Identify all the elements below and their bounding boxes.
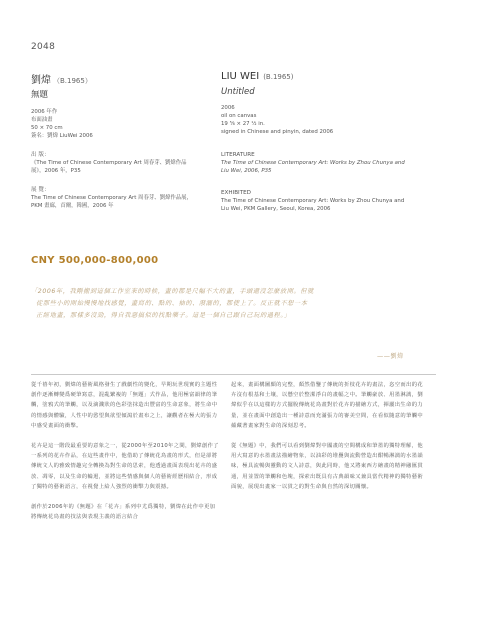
literature-line-cn: 展》，2006 年，P35 bbox=[31, 168, 81, 174]
artist-name-cn: 劉煒 bbox=[31, 75, 51, 86]
lot-number: 2048 bbox=[31, 42, 56, 52]
literature-line-en: Liu Wei, 2006, P35 bbox=[221, 168, 272, 174]
details-en bbox=[221, 104, 436, 136]
quote-line: 從那些小的開始慢慢地找感覺，畫寫的、點的、抽的、潑灑的，都使上了。反正就不想一本 bbox=[36, 300, 308, 308]
artist-name-en: LIU WEI bbox=[221, 71, 260, 82]
artwork-title-cn: 無題 bbox=[31, 90, 49, 100]
essay-paragraph: 花卉是這一階段最重要的意象之一，從2000年至2010年之間，劉煒創作了一系列的花卉作品，在這些畫作中，他借助了傳統花鳥畫的形式，但是卻將傳統文人的雅致情趣完全轉換為對生命的思索，他透過畫面表現出花卉的盛放、凋零，以及生命的輪迴，並將這些情感與個人的藝術經歷相結合，形成了獨特的藝術語言，在視覺上給人強烈的衝擊力與震撼。 bbox=[31, 443, 219, 490]
exhibited-line-cn: PKM 畫廊，首爾，韓國，2006 年 bbox=[31, 203, 114, 209]
detail-dimensions-en: 19 ⁵⁄₈ × 27 ¹⁄₂ in. bbox=[221, 121, 265, 127]
detail-date-cn: 2006 年作 bbox=[31, 109, 58, 115]
literature-line-cn: 《The Time of Chinese Contemporary Art 周春芽、劉煒作品 bbox=[31, 160, 187, 166]
detail-date-en: 2006 bbox=[221, 105, 235, 111]
essay-paragraph: 從《無題》中，我們可以看到劉煒對中國畫的空間構成和筆墨的獨特理解，他用大寫意的水墨畫法描繪物象，以油彩的堆疊與流動營造出酣暢淋漓的水墨韻味，極具流暢與靈動的文人詩意，與此同時，他又將東西方繪畫的精神融匯貫通，用並置的筆觸和色塊，探索出既具有古典韻味又兼具當代精神的獨特藝術面貌，展現出畫家一以貫之的對生命與自然的深切關懷。 bbox=[231, 443, 423, 490]
literature-cn bbox=[31, 151, 211, 175]
exhibited-line-en: Liu Wei, PKM Gallery, Seoul, Korea, 2006 bbox=[221, 206, 331, 212]
exhibited-line-cn: The Time of Chinese Contemporary Art 周春芽、劉煒作品展， bbox=[31, 195, 192, 201]
essay-column-left bbox=[31, 380, 219, 532]
quote-line: 「2006年，我剛搬到這個工作室來的時候，畫的都是尺幅不大的畫，手頭還沒怎麼放開。但就 bbox=[31, 288, 314, 295]
estimate: CNY 500,000-800,000 bbox=[31, 255, 159, 266]
literature-heading-cn: 出 版： bbox=[31, 152, 50, 158]
detail-signature-en: signed in Chinese and pinyin, dated 2006 bbox=[221, 129, 334, 135]
detail-dimensions-cn: 50 × 70 cm bbox=[31, 125, 63, 131]
artist-dates-en: (B.1965) bbox=[263, 73, 294, 81]
literature-heading-en: LITERATURE bbox=[221, 152, 255, 158]
exhibited-heading-en: EXHIBITED bbox=[221, 190, 251, 196]
exhibited-heading-cn: 展 覽： bbox=[31, 187, 50, 193]
detail-medium-cn: 布面油畫 bbox=[31, 117, 53, 123]
artist-name-chinese bbox=[31, 71, 92, 86]
divider bbox=[31, 374, 436, 375]
essay-paragraph: 創作於2006年的《無題》在「花卉」系列中尤爲獨特，劉煒在此作中更加將傳統花鳥畫的技法與表現主義的語言結合 bbox=[31, 504, 216, 521]
quote-line: 正經地畫，那樣多沒勁，得自我惡搞似的找點樂子。這是一個自己跟自己玩的過程。」 bbox=[36, 312, 291, 320]
artwork-title-en: Untitled bbox=[221, 87, 255, 97]
details-cn bbox=[31, 108, 211, 140]
artist-dates-cn: （B.1965） bbox=[53, 77, 92, 85]
detail-medium-en: oil on canvas bbox=[221, 113, 257, 119]
artist-quote bbox=[31, 286, 436, 323]
detail-signature-cn: 簽名：劉煒 LiuWei 2006 bbox=[31, 133, 93, 139]
essay-paragraph: 從千禧年初，劉煒的藝術風格發生了戲劇性的變化，早期玩世現實的主題性創作逐漸轉變爲硬筆寫意，混亂繁複的「無題」式作品，他用極富韻律的筆觸，塗鴉式的筆觸，以及滴濺狀的色彩塗抹造出豐富的生命意象，將生命中的情感與體驗，人性中的慾望與欲望傾瀉於畫布之上，讓觀者在極大的張力中感受畫面的衝擊。 bbox=[31, 382, 218, 429]
literature-line-en: The Time of Chinese Contemporary Art: Works by Zhou Chunya and bbox=[221, 160, 405, 166]
essay-column-right bbox=[231, 380, 424, 502]
artist-name-english bbox=[221, 71, 294, 82]
exhibited-line-en: The Time of Chinese Contemporary Art: Works by Zhou Chunya and bbox=[221, 198, 405, 204]
exhibited-cn bbox=[31, 186, 211, 210]
quote-attribution: ——劉煒 bbox=[377, 353, 404, 360]
exhibited-en bbox=[221, 189, 436, 213]
essay-paragraph: 起來，畫面構圖頗的完整，顏然借鑒了傳統的折枝花卉的畫法，恣空而出的花卉沒有根基和土壤，以懸空於整潔淨白的畫幅之中。筆觸豪放、用墨淋漓，劉煒似乎在以這樣的方式擺脫傳統花鳥畫對於花卉的描繪方式，揮灑出生命的力量，並在畫面中創造出一種詩意而充滿張力的審美空間，在看似隨意的筆觸中蘊藏著畫家對生命的深刻思考。 bbox=[231, 382, 423, 429]
literature-en bbox=[221, 151, 436, 175]
